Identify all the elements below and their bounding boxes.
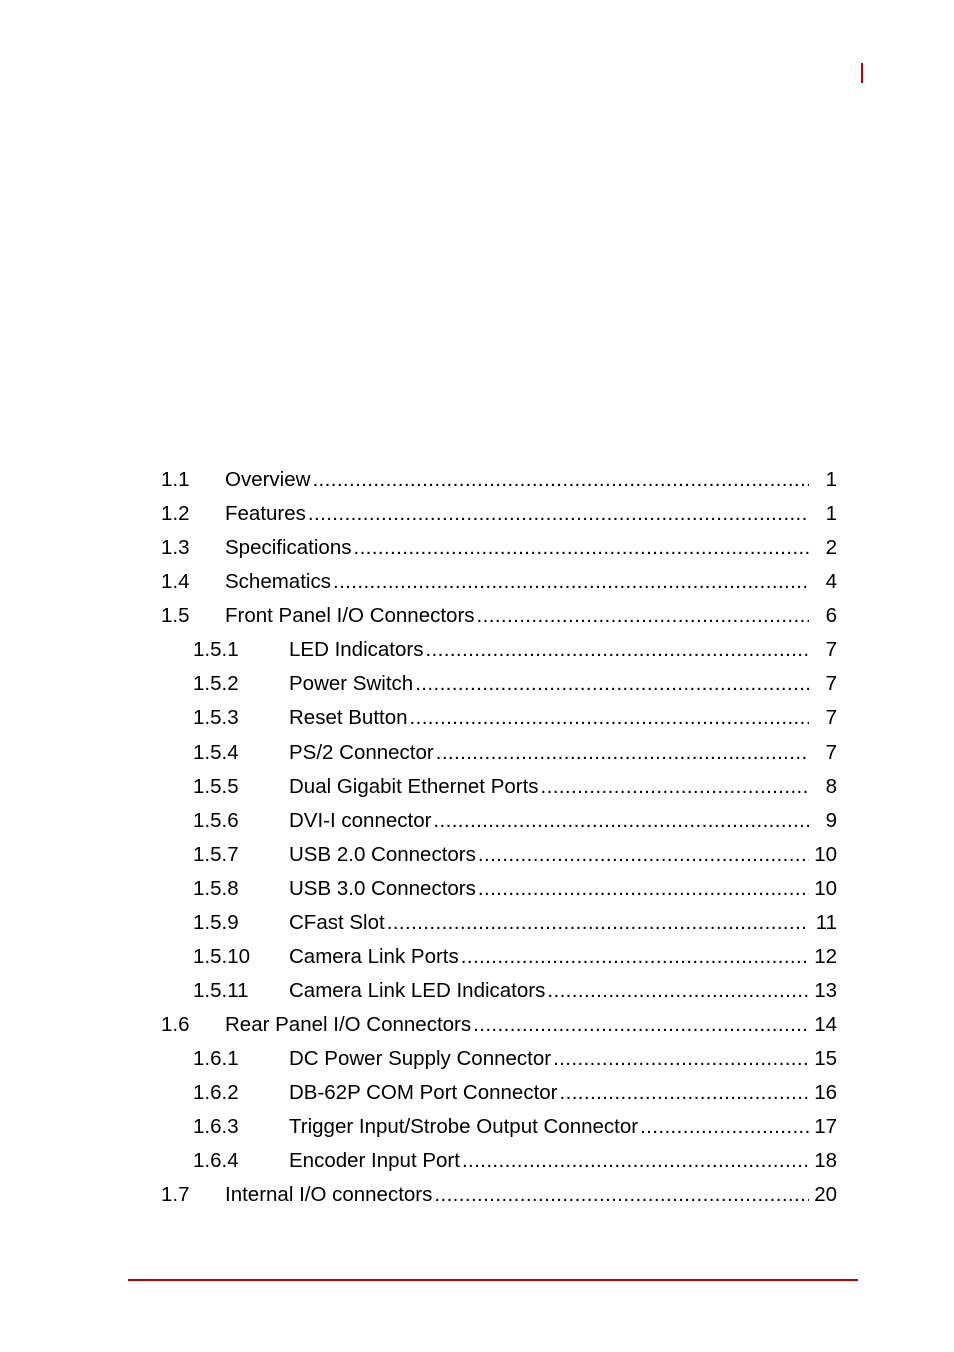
toc-dot-leader xyxy=(433,809,809,833)
toc-entry-page: 15 xyxy=(814,1047,837,1070)
toc-entry-title: LED Indicators xyxy=(289,638,424,661)
toc-entry-title: Camera Link Ports xyxy=(289,945,459,968)
toc-dot-leader xyxy=(415,672,809,696)
toc-dot-leader xyxy=(478,843,809,867)
toc-entry-page: 12 xyxy=(814,945,837,968)
toc-entry[interactable] xyxy=(161,468,837,492)
toc-entry-number: 1.5.10 xyxy=(193,945,250,968)
toc-entry-title: Specifications xyxy=(225,536,352,559)
toc-entry-page: 7 xyxy=(825,741,837,764)
toc-entry[interactable] xyxy=(193,979,837,1003)
toc-entry-number: 1.7 xyxy=(161,1183,190,1206)
toc-entry-title: USB 3.0 Connectors xyxy=(289,877,476,900)
toc-dot-leader xyxy=(553,1047,809,1071)
toc-entry-number: 1.5.6 xyxy=(193,809,239,832)
toc-entry-number: 1.5.4 xyxy=(193,741,239,764)
toc-entry-page: 2 xyxy=(825,536,837,559)
toc-entry-page: 4 xyxy=(825,570,837,593)
toc-dot-leader xyxy=(333,570,809,594)
toc-entry-page: 1 xyxy=(825,468,837,491)
toc-entry-number: 1.6 xyxy=(161,1013,190,1036)
toc-dot-leader xyxy=(478,877,809,901)
toc-entry-number: 1.5.9 xyxy=(193,911,239,934)
toc-entry[interactable] xyxy=(161,1013,837,1037)
toc-entry-number: 1.5.1 xyxy=(193,638,239,661)
toc-dot-leader xyxy=(308,502,809,526)
toc-entry-page: 10 xyxy=(814,843,837,866)
toc-entry-number: 1.4 xyxy=(161,570,190,593)
toc-entry-title: Schematics xyxy=(225,570,331,593)
toc-dot-leader xyxy=(461,945,809,969)
toc-entry-page: 17 xyxy=(814,1115,837,1138)
toc-dot-leader xyxy=(425,638,809,662)
toc-dot-leader xyxy=(541,775,809,799)
toc-entry-title: Rear Panel I/O Connectors xyxy=(225,1013,472,1036)
toc-entry-number: 1.5 xyxy=(161,604,190,627)
toc-entry[interactable] xyxy=(193,877,837,901)
toc-entry-title: USB 2.0 Connectors xyxy=(289,843,476,866)
toc-entry-page: 14 xyxy=(814,1013,837,1036)
toc-entry[interactable] xyxy=(193,1115,837,1139)
toc-entry[interactable] xyxy=(161,502,837,526)
toc-entry-page: 20 xyxy=(814,1183,837,1206)
toc-entry[interactable] xyxy=(161,604,837,628)
toc-dot-leader xyxy=(462,1149,809,1173)
footer-rule xyxy=(128,1279,858,1281)
toc-entry-number: 1.6.2 xyxy=(193,1081,239,1104)
toc-dot-leader xyxy=(547,979,809,1003)
toc-dot-leader xyxy=(410,706,809,730)
toc-entry-number: 1.5.7 xyxy=(193,843,239,866)
toc-dot-leader xyxy=(387,911,809,935)
toc-entry-page: 7 xyxy=(825,638,837,661)
toc-entry-title: PS/2 Connector xyxy=(289,741,434,764)
toc-entry-title: DB-62P COM Port Connector xyxy=(289,1081,558,1104)
toc-entry[interactable] xyxy=(193,672,837,696)
toc-entry-page: 8 xyxy=(825,775,837,798)
toc-dot-leader xyxy=(477,604,809,628)
toc-entry-number: 1.1 xyxy=(161,468,190,491)
toc-entry[interactable] xyxy=(161,570,837,594)
toc-entry-number: 1.5.8 xyxy=(193,877,239,900)
toc-entry-page: 7 xyxy=(825,672,837,695)
toc-entry-number: 1.5.5 xyxy=(193,775,239,798)
toc-entry[interactable] xyxy=(193,741,837,765)
toc-entry-title: Internal I/O connectors xyxy=(225,1183,433,1206)
toc-entry[interactable] xyxy=(193,638,837,662)
toc-entry[interactable] xyxy=(161,536,837,560)
toc-entry-title: Features xyxy=(225,502,306,525)
toc-dot-leader xyxy=(640,1115,809,1139)
toc-entry-title: DVI-I connector xyxy=(289,809,432,832)
toc-dot-leader xyxy=(560,1081,809,1105)
toc-entry[interactable] xyxy=(193,1081,837,1105)
toc-entry-title: Power Switch xyxy=(289,672,414,695)
toc-entry-number: 1.5.3 xyxy=(193,706,239,729)
toc-entry[interactable] xyxy=(193,843,837,867)
toc-entry[interactable] xyxy=(161,1183,837,1207)
toc-entry-page: 7 xyxy=(825,706,837,729)
toc-entry-page: 11 xyxy=(815,911,837,934)
toc-entry[interactable] xyxy=(193,809,837,833)
toc-entry[interactable] xyxy=(193,945,837,969)
toc-entry-number: 1.6.1 xyxy=(193,1047,239,1070)
toc-entry[interactable] xyxy=(193,1047,837,1071)
toc-entry-title: Trigger Input/Strobe Output Connector xyxy=(289,1115,639,1138)
toc-dot-leader xyxy=(434,1183,809,1207)
toc-dot-leader xyxy=(312,468,809,492)
toc-entry-number: 1.2 xyxy=(161,502,190,525)
toc-entry-title: CFast Slot xyxy=(289,911,385,934)
toc-entry[interactable] xyxy=(193,1149,837,1173)
toc-entry-number: 1.5.2 xyxy=(193,672,239,695)
toc-entry-title: Encoder Input Port xyxy=(289,1149,460,1172)
toc-entry-page: 13 xyxy=(814,979,837,1002)
toc-entry-title: Front Panel I/O Connectors xyxy=(225,604,475,627)
toc-entry[interactable] xyxy=(193,775,837,799)
toc-entry-number: 1.5.11 xyxy=(193,979,249,1002)
toc-entry-page: 16 xyxy=(814,1081,837,1104)
toc-entry[interactable] xyxy=(193,911,837,935)
toc-entry-title: DC Power Supply Connector xyxy=(289,1047,552,1070)
toc-dot-leader xyxy=(473,1013,809,1037)
toc-entry-page: 6 xyxy=(825,604,837,627)
toc-entry-page: 9 xyxy=(825,809,837,832)
toc-entry-number: 1.3 xyxy=(161,536,190,559)
toc-dot-leader xyxy=(353,536,809,560)
toc-entry[interactable] xyxy=(193,706,837,730)
toc-entry-page: 1 xyxy=(825,502,837,525)
toc-entry-title: Overview xyxy=(225,468,311,491)
toc-entry-number: 1.6.4 xyxy=(193,1149,239,1172)
toc-entry-page: 10 xyxy=(814,877,837,900)
toc-entry-title: Reset Button xyxy=(289,706,408,729)
toc-entry-number: 1.6.3 xyxy=(193,1115,239,1138)
toc-entry-title: Dual Gigabit Ethernet Ports xyxy=(289,775,539,798)
toc-dot-leader xyxy=(436,741,809,765)
toc-entry-page: 18 xyxy=(814,1149,837,1172)
toc-entry-title: Camera Link LED Indicators xyxy=(289,979,546,1002)
